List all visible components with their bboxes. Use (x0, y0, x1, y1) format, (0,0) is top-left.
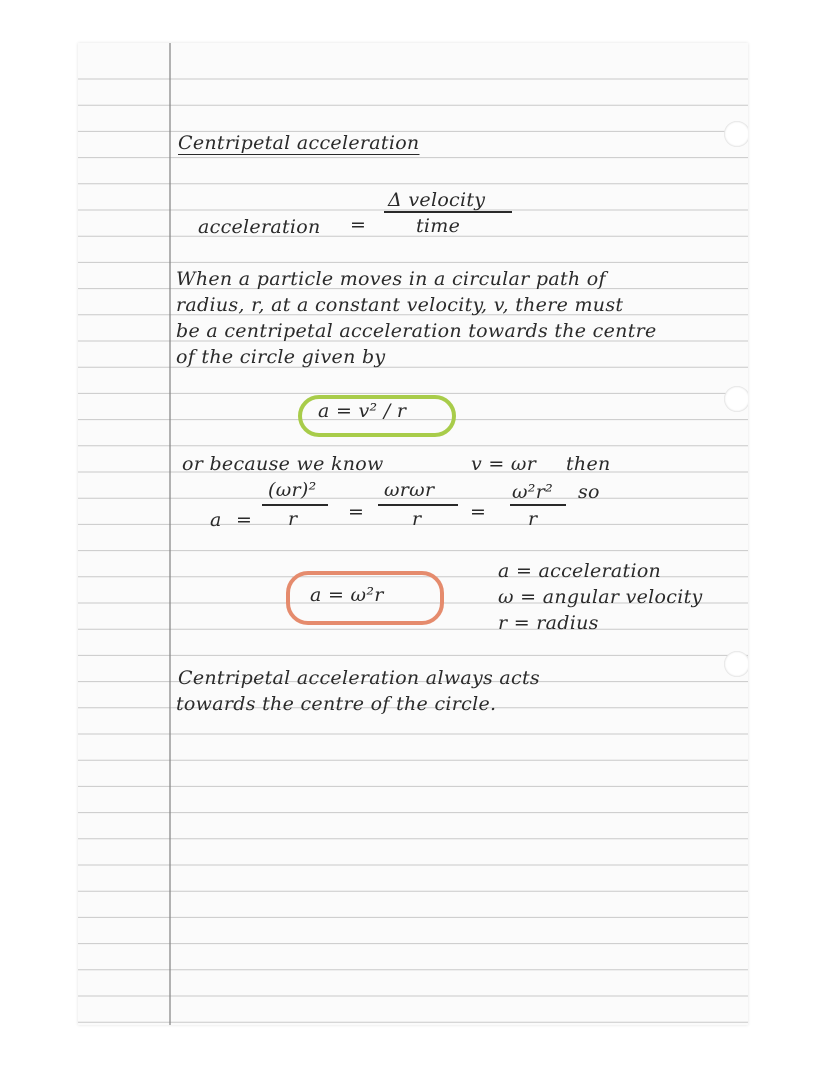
fraction1-bar (262, 504, 328, 506)
punch-hole (724, 386, 748, 412)
paragraph-line: When a particle moves in a circular path of (176, 268, 606, 290)
fraction-numerator: Δ velocity (388, 189, 486, 211)
v-omega-r-relation: v = ωr (471, 453, 537, 475)
acceleration-label: acceleration (198, 216, 321, 238)
paragraph-line: be a centripetal acceleration towards the centre (176, 320, 657, 342)
a-symbol: a (210, 509, 222, 531)
fraction1-numerator: (ωr)² (268, 479, 317, 501)
paragraph-line: radius, r, at a constant velocity, v, there must (176, 294, 624, 316)
centripetal-formula-omega: a = ω²r (310, 584, 384, 606)
fraction3-denominator: r (528, 508, 538, 530)
fraction3-bar (510, 504, 566, 506)
page-title: Centripetal acceleration (178, 132, 420, 154)
punch-hole (724, 651, 748, 677)
so-text: so (578, 481, 600, 503)
or-because-text: or because we know (182, 453, 384, 475)
then-text: then (566, 453, 611, 475)
equals-sign: = (350, 214, 367, 236)
conclusion-line: Centripetal acceleration always acts (178, 667, 540, 689)
legend-acceleration: a = acceleration (498, 560, 662, 582)
centripetal-formula-v: a = v² / r (318, 400, 407, 422)
legend-radius: r = radius (498, 612, 599, 634)
fraction2-bar (378, 504, 458, 506)
fraction-bar (384, 211, 512, 213)
equals-sign: = (236, 509, 253, 531)
legend-angular-velocity: ω = angular velocity (498, 586, 703, 608)
fraction1-denominator: r (288, 508, 298, 530)
fraction3-numerator: ω²r² (512, 481, 554, 503)
fraction2-numerator: ωrωr (384, 479, 435, 501)
paragraph-line: of the circle given by (176, 346, 386, 368)
equals-sign: = (470, 501, 487, 523)
punch-hole (724, 121, 748, 147)
conclusion-line: towards the centre of the circle. (176, 693, 497, 715)
notebook-page (78, 43, 748, 1025)
fraction-denominator: time (416, 215, 461, 237)
equals-sign: = (348, 501, 365, 523)
fraction2-denominator: r (412, 508, 422, 530)
